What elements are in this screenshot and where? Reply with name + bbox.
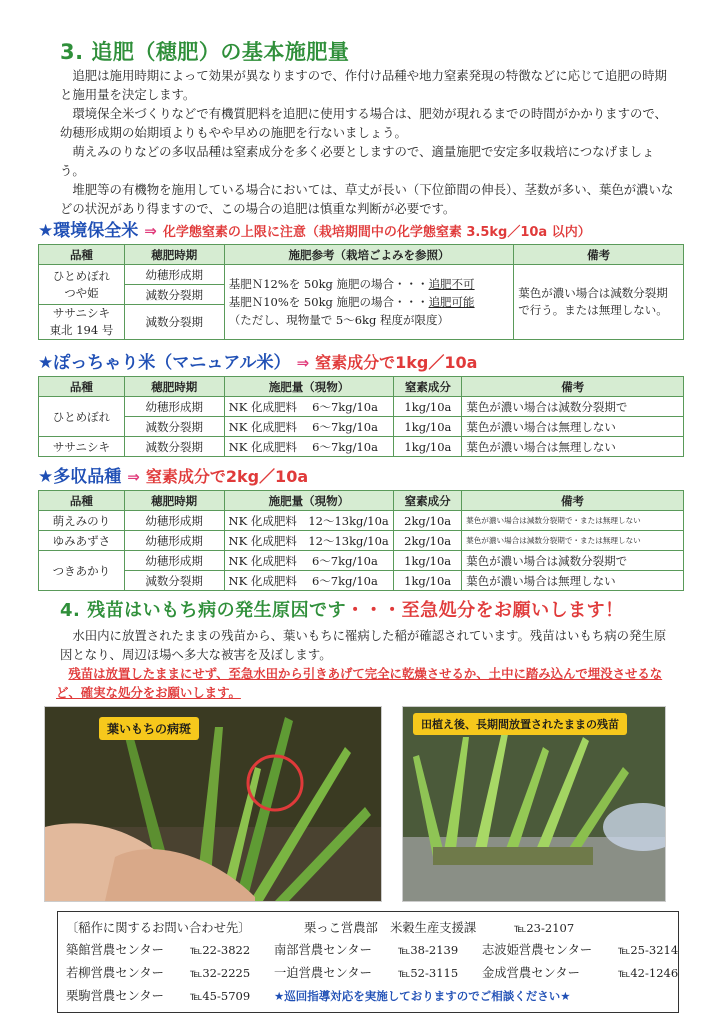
sec4-para: 水田内に放置されたままの残苗から、葉いもちに罹病した稲が確認されています。残苗はいもち病の発生原因となり、周辺ほ場へ多大な被害を及ぼします。	[60, 628, 667, 662]
arrow-icon: ⇒	[144, 222, 157, 240]
section-4-title-urgent: ・・・至急処分をお願いします！	[346, 600, 624, 621]
nitrogen-cell: 1kg/10a	[394, 417, 462, 437]
period-cell: 幼穂形成期	[124, 397, 224, 417]
arrow-icon: ⇒	[127, 468, 140, 486]
center-tel: ℡38-2139	[398, 943, 459, 957]
variety-name: つや姫	[64, 285, 99, 300]
sec4-alert: 残苗は放置したままにせず、至急水田から引きあげて完全に乾燥させるか、土中に踏み込んで埋没させるなど、確実な処分をお願いします。	[56, 666, 663, 700]
sec3-para-4: 堆肥等の有機物を施用している場合においては、草丈が長い（下位節間の伸長）、茎数が多い、葉色が濃いなどの状況があり得ますので、この場合の追肥は慎重な判断が必要です。	[60, 182, 674, 216]
center-tel: ℡22-3822	[190, 943, 251, 957]
nitrogen-cell: 2kg/10a	[394, 531, 462, 551]
center-name: 築館営農センター	[66, 943, 164, 957]
table-row	[39, 571, 684, 591]
env-rice-heading	[38, 216, 591, 241]
variety-cell: ゆみあずさ	[39, 531, 125, 551]
variety-cell: ササニシキ	[39, 437, 125, 457]
contact-dept: 栗っこ営農部 米穀生産支援課	[304, 921, 477, 935]
contact-box	[57, 911, 679, 1013]
remark-cell: 葉色が濃い場合は減数分裂期で・または無理しない	[462, 531, 684, 551]
variety-cell: つきあかり	[39, 551, 125, 591]
variety-name: 東北 194 号	[49, 323, 114, 337]
col-header: 窒素成分	[394, 377, 462, 397]
amount-cell: NK 化成肥料 6～7kg/10a	[224, 551, 394, 571]
reference-line: （ただし、現物量で 5～6kg 程度が限度）	[228, 313, 449, 327]
sec3-para-1: 追肥は施用時期によって効果が異なりますので、作付け品種や地力窒素発現の特徴などに応じて追肥の時期と施用量を決定します。	[60, 68, 667, 102]
contact-header-row	[66, 918, 574, 936]
variety-cell: ひとめぼれ	[39, 397, 125, 437]
contact-row	[66, 986, 571, 1004]
period-cell: 減数分裂期	[124, 305, 224, 340]
photo-leftover-seedlings	[402, 706, 666, 902]
col-header: 品種	[39, 491, 125, 511]
period-cell: 減数分裂期	[124, 285, 224, 305]
center-name: 若柳営農センター	[66, 966, 164, 980]
table-row	[39, 265, 684, 285]
section-4-title	[60, 596, 624, 622]
variety-cell	[39, 265, 125, 305]
center-tel: ℡25-3214	[618, 943, 679, 957]
leftover-seedlings-illustration	[403, 707, 665, 901]
col-header: 品種	[39, 377, 125, 397]
period-cell: 幼穂形成期	[124, 511, 224, 531]
env-rice-note: 化学態窒素の上限に注意（栽培期間中の化学態窒素 3.5kg／10a 以内）	[162, 225, 591, 240]
contact-row	[66, 940, 678, 958]
remark-cell: 葉色が濃い場合は無理しない	[462, 437, 684, 457]
nitrogen-cell: 1kg/10a	[394, 437, 462, 457]
reference-line: 基肥Ｎ12%を 50kg 施肥の場合・・・	[228, 277, 429, 291]
manual-rice-table	[38, 376, 684, 457]
period-cell: 幼穂形成期	[124, 551, 224, 571]
center-tel: ℡42-1246	[618, 966, 679, 980]
center-tel: ℡45-5709	[190, 989, 251, 1003]
leaf-blast-illustration	[45, 707, 381, 901]
remark-cell: 葉色が濃い場合は無理しない	[462, 417, 684, 437]
remark-cell: 葉色が濃い場合は減数分裂期で行う。または無理しない。	[514, 265, 684, 340]
col-header: 施肥量（現物）	[224, 491, 394, 511]
high-yield-table	[38, 490, 684, 591]
reference-flag: 追肥可能	[428, 295, 475, 309]
nitrogen-cell: 1kg/10a	[394, 571, 462, 591]
amount-cell: NK 化成肥料 12～13kg/10a	[224, 531, 394, 551]
leaf-blast-caption: 葉いもちの病斑	[99, 717, 199, 740]
remark-cell: 葉色が濃い場合は減数分裂期で	[462, 551, 684, 571]
amount-cell: NK 化成肥料 12～13kg/10a	[224, 511, 394, 531]
col-header: 穂肥時期	[124, 245, 224, 265]
high-yield-heading	[38, 462, 308, 487]
amount-cell: NK 化成肥料 6～7kg/10a	[224, 397, 394, 417]
sec3-para-2: 環境保全米づくりなどで有機質肥料を追肥に使用する場合は、肥効が現れるまでの時間がかかりますので、幼穂形成期の始期頃よりもやや早めの施肥を行ないましょう。	[60, 106, 667, 140]
manual-rice-heading	[38, 348, 477, 373]
section-3-title: 3. 追肥（穂肥）の基本施肥量	[60, 40, 350, 64]
center-name: 一迫営農センター	[274, 966, 372, 980]
table-header-row	[39, 245, 684, 265]
reference-flag: 追肥不可	[428, 277, 475, 291]
high-yield-label: ★多収品種	[38, 467, 122, 487]
col-header: 窒素成分	[394, 491, 462, 511]
col-header: 穂肥時期	[124, 491, 224, 511]
env-rice-table	[38, 244, 684, 340]
table-row	[39, 417, 684, 437]
arrow-icon: ⇒	[296, 354, 310, 372]
manual-rice-note: 窒素成分で1kg／10a	[315, 353, 478, 372]
center-tel: ℡32-2225	[190, 966, 251, 980]
remark-cell: 葉色が濃い場合は無理しない	[462, 571, 684, 591]
variety-name: ひとめぼれ	[52, 268, 111, 283]
period-cell: 幼穂形成期	[124, 531, 224, 551]
nitrogen-cell: 1kg/10a	[394, 397, 462, 417]
amount-cell: NK 化成肥料 6～7kg/10a	[224, 571, 394, 591]
col-header: 穂肥時期	[124, 377, 224, 397]
section-4-title-main: 4. 残苗はいもち病の発生原因です	[60, 600, 347, 621]
center-name: 南部営農センター	[274, 943, 372, 957]
nitrogen-cell: 1kg/10a	[394, 551, 462, 571]
leftover-seedlings-caption: 田植え後、長期間放置されたままの残苗	[413, 713, 627, 735]
variety-cell: 萌えみのり	[39, 511, 125, 531]
col-header: 備考	[462, 377, 684, 397]
variety-cell	[39, 305, 125, 340]
contact-dept-tel: ℡23-2107	[514, 921, 575, 935]
col-header: 施肥量（現物）	[224, 377, 394, 397]
contact-row	[66, 963, 678, 981]
amount-cell: NK 化成肥料 6～7kg/10a	[224, 417, 394, 437]
contact-header: 〔稲作に関するお問い合わせ先〕	[66, 921, 251, 935]
col-header: 品種	[39, 245, 125, 265]
reference-cell	[224, 265, 514, 340]
period-cell: 減数分裂期	[124, 571, 224, 591]
table-row	[39, 397, 684, 417]
table-row	[39, 511, 684, 531]
period-cell: 幼穂形成期	[124, 265, 224, 285]
remark-cell: 葉色が濃い場合は減数分裂期で・または無理しない	[462, 511, 684, 531]
env-rice-label: ★環境保全米	[38, 221, 139, 241]
col-header: 施肥参考（栽培ごよみを参照）	[224, 245, 514, 265]
high-yield-note: 窒素成分で2kg／10a	[145, 467, 309, 486]
table-row	[39, 551, 684, 571]
manual-rice-label: ★ぽっちゃり米（マニュアル米）	[38, 353, 291, 373]
table-header-row	[39, 377, 684, 397]
nitrogen-cell: 2kg/10a	[394, 511, 462, 531]
col-header: 備考	[462, 491, 684, 511]
period-cell: 減数分裂期	[124, 437, 224, 457]
table-row	[39, 437, 684, 457]
photo-leaf-blast	[44, 706, 382, 902]
patrol-notice: ★巡回指導対応を実施しておりますのでご相談ください★	[274, 989, 571, 1003]
remark-cell: 葉色が濃い場合は減数分裂期で	[462, 397, 684, 417]
reference-line: 基肥Ｎ10%を 50kg 施肥の場合・・・	[228, 295, 429, 309]
center-name: 志波姫営農センター	[482, 943, 593, 957]
center-name: 栗駒営農センター	[66, 989, 164, 1003]
table-row	[39, 531, 684, 551]
amount-cell: NK 化成肥料 6～7kg/10a	[224, 437, 394, 457]
sec3-para-3: 萌えみのりなどの多収品種は窒素成分を多く必要としますので、適量施肥で安定多収栽培につなげましょう。	[60, 144, 655, 178]
variety-name: ササニシキ	[52, 306, 110, 320]
col-header: 備考	[514, 245, 684, 265]
center-tel: ℡52-3115	[398, 966, 459, 980]
period-cell: 減数分裂期	[124, 417, 224, 437]
center-name: 金成営農センター	[482, 966, 580, 980]
table-header-row	[39, 491, 684, 511]
